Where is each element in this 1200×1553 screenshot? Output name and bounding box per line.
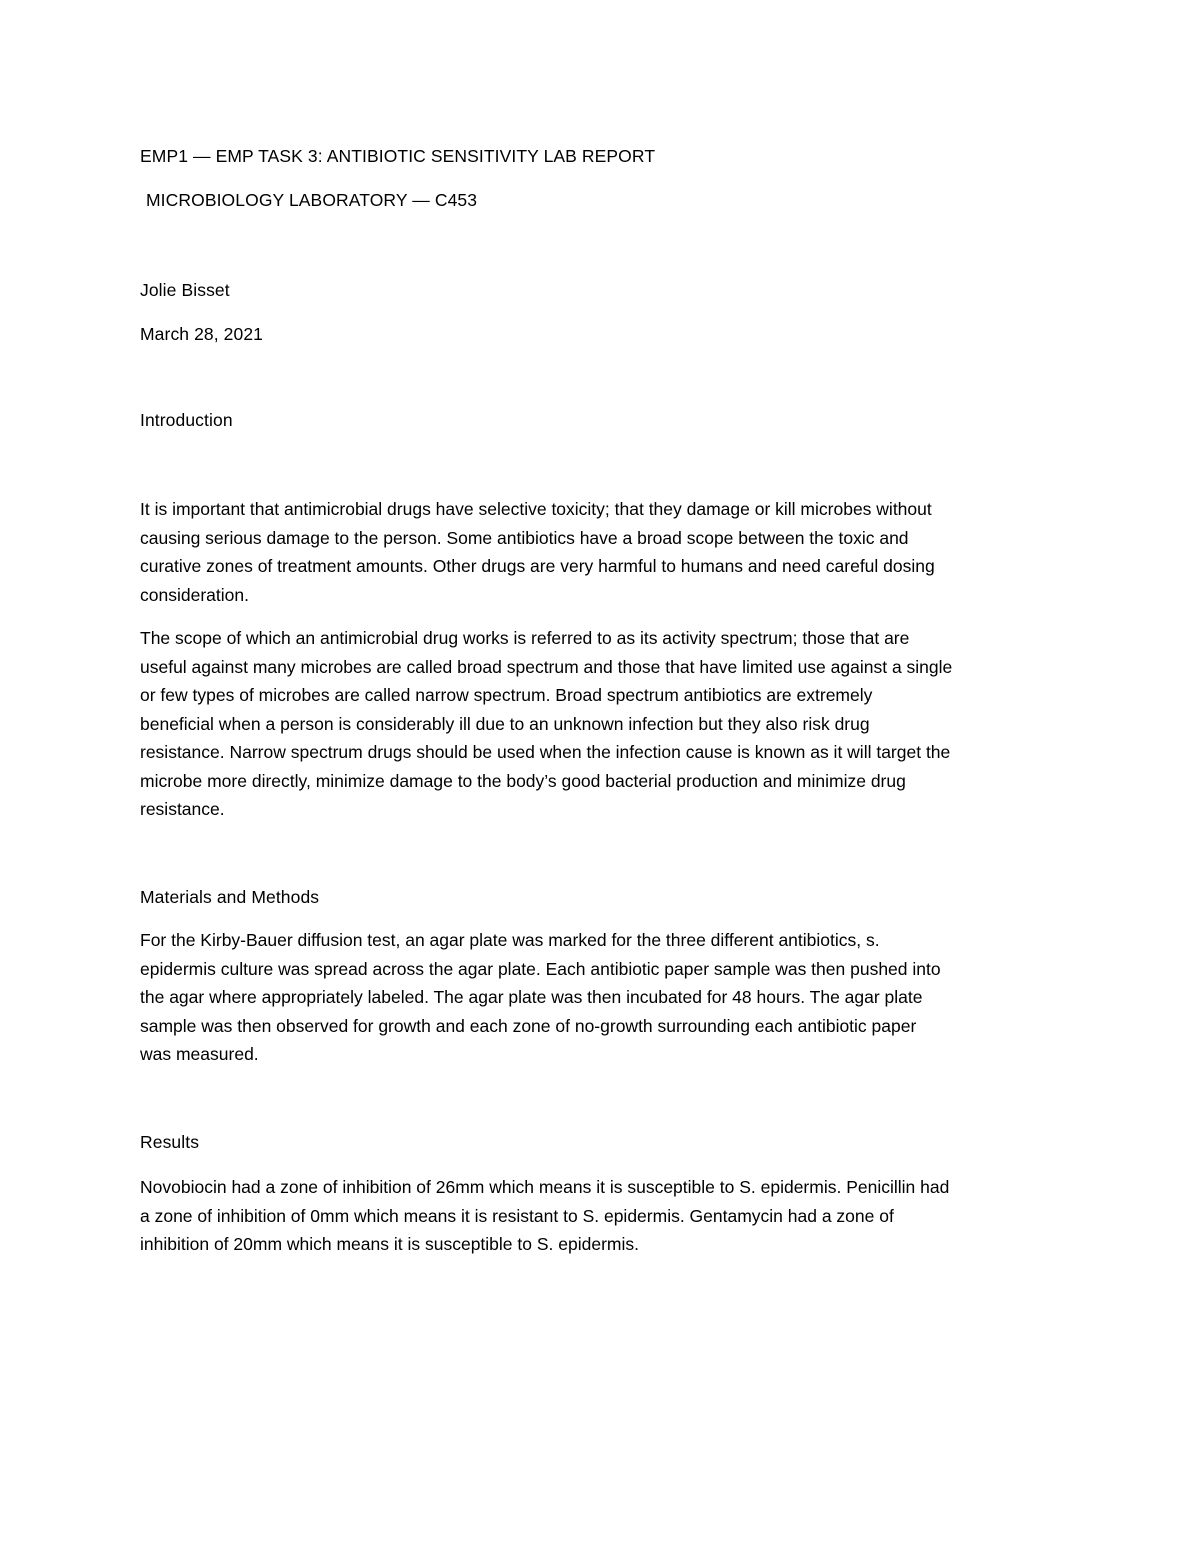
paragraph-line: epidermis culture was spread across the agar plate. Each antibiotic paper sample was then pushed into [140,958,941,979]
results-heading: Results [140,1132,200,1152]
introduction-heading: Introduction [140,410,233,430]
paragraph-line: microbe more directly, minimize damage to the body’s good bacterial production and minimize drug [140,770,906,791]
paragraph-line: causing serious damage to the person. Some antibiotics have a broad scope between the toxic and [140,527,909,548]
methods-paragraph [140,926,1070,1069]
introduction-paragraph-1 [140,495,1070,609]
report-title: EMP1 — EMP TASK 3: ANTIBIOTIC SENSITIVITY LAB REPORT [140,146,656,166]
paragraph-line: the agar where appropriately labeled. The agar plate was then incubated for 48 hours. The agar plate [140,987,923,1007]
paragraph-line: For the Kirby-Bauer diffusion test, an agar plate was marked for the three different antibiotics, s. [140,930,880,950]
paragraph-line: useful against many microbes are called broad spectrum and those that have limited use against a single [140,656,953,677]
paragraph-line: was measured. [140,1044,259,1064]
paragraph-line: sample was then observed for growth and each zone of no-growth surrounding each antibiotic paper [140,1015,917,1036]
paragraph-line: beneficial when a person is considerably ill due to an unknown infection but they also risk drug [140,713,870,734]
results-paragraph [140,1173,1070,1259]
paragraph-line: curative zones of treatment amounts. Other drugs are very harmful to humans and need careful dosing [140,556,935,576]
report-date: March 28, 2021 [140,324,264,344]
paragraph-line: resistance. [140,799,225,819]
paragraph-line: The scope of which an antimicrobial drug works is referred to as its activity spectrum; those that are [140,628,910,648]
introduction-paragraph-2 [140,624,1070,824]
paragraph-line: inhibition of 20mm which means it is susceptible to S. epidermis. [140,1234,639,1254]
paragraph-line: a zone of inhibition of 0mm which means it is resistant to S. epidermis. Gentamycin had a zone of [140,1205,894,1226]
paragraph-line: or few types of microbes are called narrow spectrum. Broad spectrum antibiotics are extremely [140,685,873,705]
paragraph-line: consideration. [140,584,249,605]
course-name: MICROBIOLOGY LABORATORY — C453 [146,190,478,210]
paragraph-line: Novobiocin had a zone of inhibition of 26mm which means it is susceptible to S. epidermis. Penicillin had [140,1177,950,1197]
author-name: Jolie Bisset [140,280,230,300]
paragraph-line: resistance. Narrow spectrum drugs should be used when the infection cause is known as it will target the [140,742,951,762]
methods-heading: Materials and Methods [140,887,320,907]
paragraph-line: It is important that antimicrobial drugs have selective toxicity; that they damage or kill microbes without [140,499,932,519]
